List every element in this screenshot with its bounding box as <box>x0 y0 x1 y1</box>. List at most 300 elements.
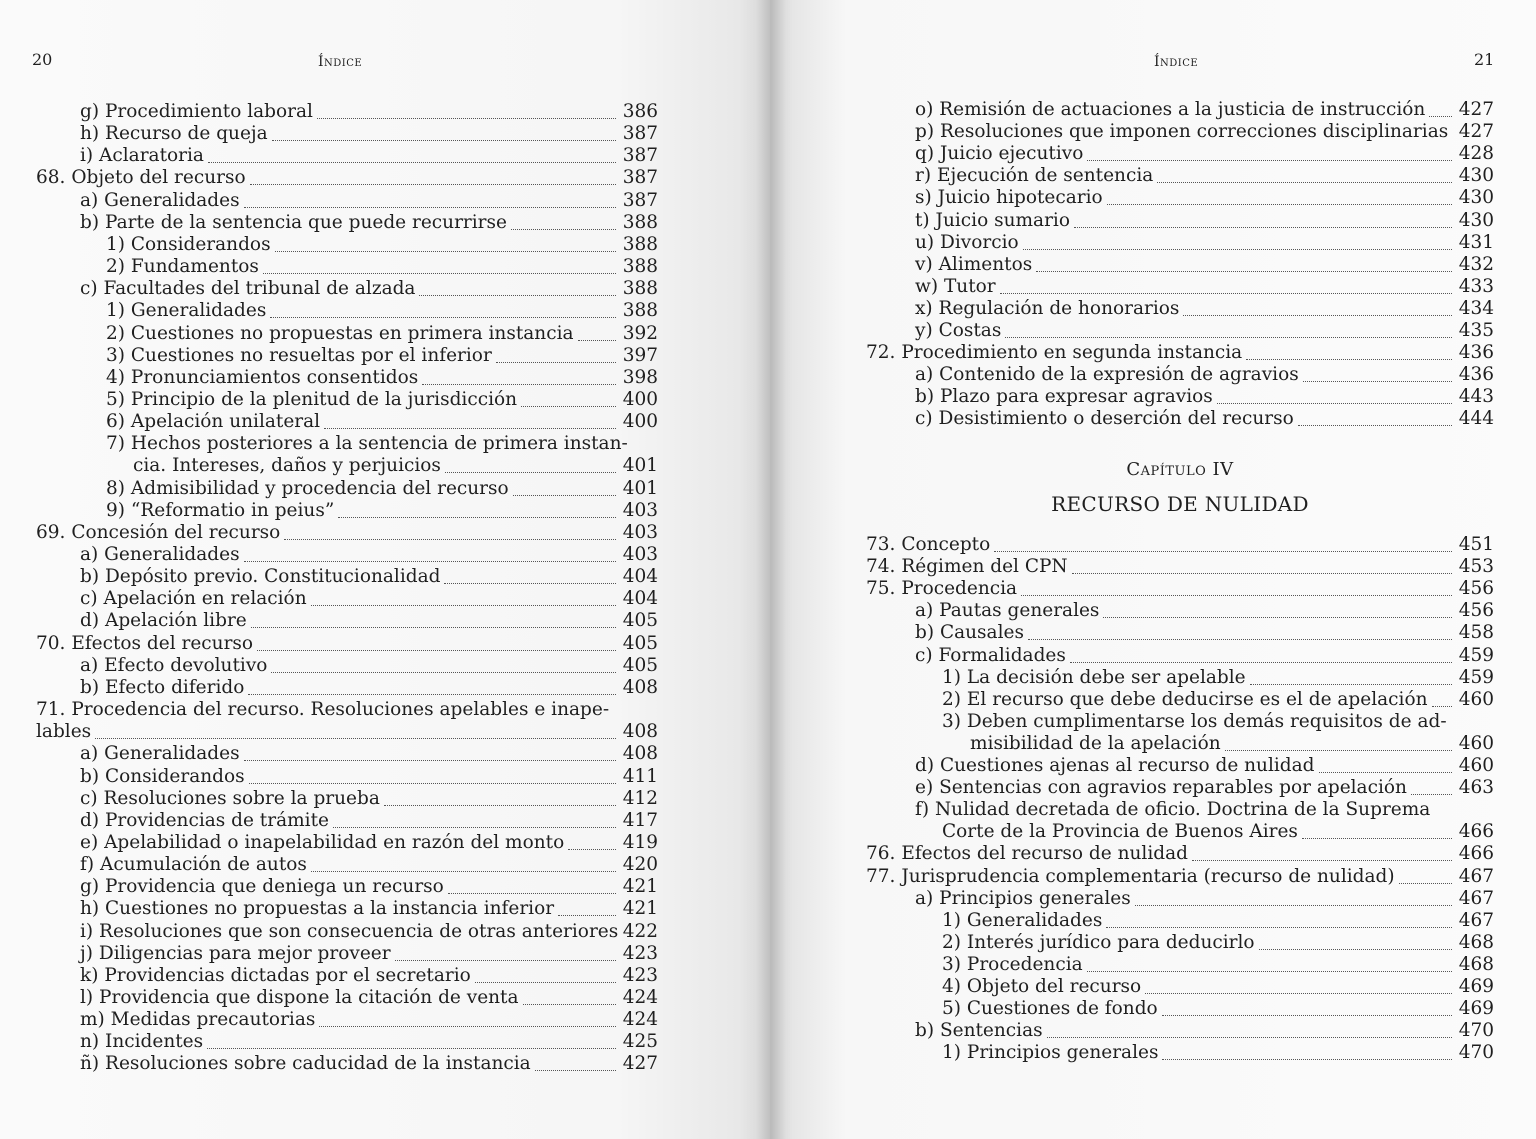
toc-entry <box>866 799 1494 821</box>
toc-entry-title: Cuestiones ajenas al recurso de nulidad <box>939 755 1315 776</box>
toc-entry-title: Tutor <box>943 275 996 297</box>
dot-leader <box>1107 203 1452 205</box>
toc-entry-text <box>915 777 1407 799</box>
toc-entry-text <box>106 411 320 433</box>
toc-entry-marker: 76. <box>866 843 896 865</box>
toc-entry-title: Costas <box>938 320 1002 341</box>
toc-entry-page: 460 <box>1458 755 1494 776</box>
toc-entry-page: 430 <box>1458 209 1494 231</box>
dot-leader <box>1145 992 1452 994</box>
toc-entry-text <box>942 1042 1158 1064</box>
toc-entry-title: Pronunciamientos consentidos <box>130 366 419 388</box>
toc-entry-marker: a) <box>915 600 934 622</box>
dot-leader <box>535 1069 616 1071</box>
toc-entry <box>36 455 658 477</box>
toc-entry-title: Efecto devolutivo <box>104 654 268 676</box>
toc-entry <box>866 600 1494 622</box>
toc-entry-text <box>106 345 492 367</box>
toc-entry <box>36 101 658 123</box>
toc-entry-title: Procedimiento en segunda instancia <box>901 342 1243 364</box>
dot-leader <box>1103 616 1452 618</box>
dot-leader <box>270 316 616 318</box>
toc-entry-marker: 1) <box>942 666 961 688</box>
toc-entry-marker: b) <box>915 386 935 408</box>
dot-leader <box>1087 970 1452 972</box>
toc-entry-text <box>36 699 609 721</box>
dot-leader <box>1429 115 1452 117</box>
toc-entry-text <box>106 256 259 278</box>
toc-entry-title: Fundamentos <box>130 256 259 278</box>
toc-entry-marker: d) <box>80 809 100 831</box>
toc-entry-page: 434 <box>1458 297 1494 319</box>
toc-entry-page: 388 <box>622 211 658 233</box>
toc-entry <box>866 210 1494 232</box>
toc-entry-page: 403 <box>622 544 658 565</box>
toc-entry-title: Jurisprudencia complementaria (recurso de nulidad) <box>901 865 1395 887</box>
toc-entry-page: 388 <box>622 233 658 255</box>
toc-entry-marker: b) <box>915 1020 935 1042</box>
toc-entry-text <box>80 876 444 898</box>
dot-leader <box>1432 705 1453 707</box>
dot-leader <box>558 914 616 916</box>
book-gutter-shadow <box>756 0 786 1139</box>
toc-entry-title: Juicio sumario <box>935 209 1070 231</box>
dot-leader <box>263 272 616 274</box>
toc-entry-page: 463 <box>1458 777 1494 799</box>
toc-entry <box>36 345 658 367</box>
toc-entry-title: Corte de la Provincia de Buenos Aires <box>942 821 1298 843</box>
dot-leader <box>317 117 616 119</box>
dot-leader <box>250 183 616 185</box>
dot-leader <box>1259 948 1452 950</box>
dot-leader <box>568 848 616 850</box>
toc-entry-page: 388 <box>622 300 658 322</box>
toc-entry-title: Depósito previo. Constitucionalidad <box>104 566 441 588</box>
dot-leader <box>338 516 616 518</box>
toc-entry-text <box>866 866 1395 888</box>
dot-leader <box>257 649 616 651</box>
toc-entry-marker: 8) <box>106 477 125 499</box>
toc-entry-title: Procedencia <box>966 953 1083 975</box>
toc-entry-page: 469 <box>1458 976 1494 997</box>
dot-leader <box>513 494 616 496</box>
toc-entry-title: Régimen del CPN <box>901 556 1068 578</box>
toc-entry-marker: 2) <box>942 688 961 710</box>
dot-leader <box>1028 638 1452 640</box>
toc-entry <box>36 145 658 167</box>
toc-entry-text <box>80 854 307 876</box>
toc-entry-title: Medidas precautorias <box>110 1009 316 1031</box>
toc-entry-text <box>106 433 628 455</box>
toc-entry-text <box>106 500 334 522</box>
toc-entry-title: Admisibilidad y procedencia del recurso <box>130 477 509 499</box>
toc-entry <box>36 965 658 987</box>
page-number: 21 <box>1474 50 1495 69</box>
toc-entry-page: 435 <box>1458 320 1494 341</box>
toc-entry-text <box>915 276 996 298</box>
dot-leader <box>272 139 616 141</box>
toc-entry <box>866 755 1494 777</box>
toc-entry-title: Concesión del recurso <box>71 521 281 543</box>
toc-entry-title: Considerandos <box>104 765 245 787</box>
dot-leader <box>444 582 616 584</box>
toc-entry-page: 386 <box>622 101 658 122</box>
toc-entry-page: 405 <box>622 654 658 676</box>
toc-entry <box>36 810 658 832</box>
toc-entry-page: 443 <box>1458 386 1494 408</box>
toc-entry-page: 412 <box>622 787 658 809</box>
toc-entry <box>866 534 1494 556</box>
toc-entry-page: 403 <box>622 499 658 521</box>
toc-entry-text <box>915 143 1083 165</box>
toc-entry <box>36 721 658 743</box>
toc-entry <box>866 254 1494 276</box>
toc-entry-title: Objeto del recurso <box>966 976 1142 997</box>
toc-entry-text <box>915 298 1179 320</box>
toc-entry-page: 401 <box>622 455 658 477</box>
toc-entry <box>36 677 658 699</box>
dot-leader <box>1005 336 1452 338</box>
toc-entry-title: Incidentes <box>105 1031 204 1053</box>
toc-entry-marker: c) <box>80 278 98 300</box>
toc-entry <box>36 921 658 943</box>
dot-leader <box>284 538 616 540</box>
toc-entry-marker: g) <box>80 876 100 898</box>
toc-entry <box>866 645 1494 667</box>
toc-entry <box>866 320 1494 342</box>
toc-entry-text <box>915 210 1070 232</box>
toc-entry <box>36 854 658 876</box>
toc-entry-marker: 77. <box>866 865 896 887</box>
toc-entry <box>36 943 658 965</box>
toc-entry-page: 427 <box>1458 121 1494 143</box>
toc-entry <box>866 298 1494 320</box>
toc-entry-page: 392 <box>622 322 658 344</box>
toc-entry-title: Generalidades <box>130 300 267 322</box>
toc-entry-page: 387 <box>622 123 658 145</box>
dot-leader <box>523 1003 616 1005</box>
toc-entry-title: Apelación libre <box>104 610 247 632</box>
toc-entry <box>866 866 1494 888</box>
toc-entry-page: 422 <box>622 920 658 942</box>
toc-entry-text <box>80 190 240 212</box>
toc-entry <box>866 1020 1494 1042</box>
toc-entry-text <box>915 165 1153 187</box>
dot-leader <box>419 294 616 296</box>
dot-leader <box>271 671 616 673</box>
toc-entry-text <box>915 799 1430 821</box>
toc-entry <box>866 99 1494 121</box>
toc-entry-page: 430 <box>1458 187 1494 209</box>
toc-entry-marker: g) <box>80 101 100 122</box>
dot-leader <box>422 383 616 385</box>
toc-entry <box>36 234 658 256</box>
toc-entry-marker: 71. <box>36 699 66 721</box>
toc-entry-page: 467 <box>1458 909 1494 931</box>
toc-entry-title: La decisión debe ser apelable <box>966 666 1246 688</box>
toc-entry-marker: a) <box>80 189 99 211</box>
toc-entry <box>866 711 1494 733</box>
toc-entry-page: 444 <box>1458 408 1494 430</box>
toc-entry-title: Generalidades <box>104 544 240 565</box>
toc-entry-text <box>80 810 329 832</box>
toc-entry-title: Generalidades <box>104 743 240 765</box>
toc-entry-page: 388 <box>622 278 658 300</box>
toc-entry-page: 404 <box>622 588 658 610</box>
toc-entry-marker: 69. <box>36 521 66 543</box>
toc-entry-marker: b) <box>80 566 100 588</box>
toc-entry <box>36 876 658 898</box>
toc-entry-text <box>80 544 240 566</box>
toc-entry-title: Deben cumplimentarse los demás requisitos de ad- <box>966 710 1447 732</box>
toc-entry <box>866 121 1494 143</box>
toc-entry-text <box>106 367 418 389</box>
toc-entry-page: 428 <box>1458 143 1494 165</box>
toc-entry-text <box>106 234 271 256</box>
toc-entry-text <box>915 645 1066 667</box>
dot-leader <box>1074 226 1452 228</box>
toc-entry-title: Remisión de actuaciones a la justicia de instrucción <box>939 99 1426 120</box>
dot-leader <box>1302 837 1452 839</box>
toc-entry-text <box>942 711 1447 733</box>
dot-leader <box>1072 572 1452 574</box>
toc-entry-marker: c) <box>915 644 933 666</box>
toc-entry-marker: 3) <box>942 710 961 732</box>
toc-entry-page: 468 <box>1458 931 1494 953</box>
page-number: 20 <box>32 50 53 69</box>
toc-entry-text <box>106 323 574 345</box>
toc-entry-page: 430 <box>1458 165 1494 187</box>
dot-leader <box>1036 270 1452 272</box>
toc-entry <box>36 588 658 610</box>
toc-entry-text <box>80 566 440 588</box>
toc-entry-text <box>915 254 1032 276</box>
toc-entry <box>866 187 1494 209</box>
toc-entry-page: 420 <box>622 854 658 876</box>
toc-entry-marker: h) <box>80 123 100 145</box>
dot-leader <box>384 804 616 806</box>
toc-entry-title: Considerandos <box>130 233 271 255</box>
toc-entry-marker: 2) <box>106 322 125 344</box>
toc-entry-title: Principios generales <box>939 887 1131 909</box>
toc-entry-text <box>942 821 1298 843</box>
toc-entry-title: Sentencias <box>939 1020 1043 1042</box>
toc-entry-title: Formalidades <box>938 644 1066 666</box>
toc-entry-title: Aclaratoria <box>99 145 204 167</box>
toc-entry-page: 405 <box>622 610 658 632</box>
toc-entry-page: 397 <box>622 344 658 366</box>
toc-entry-text <box>133 455 441 477</box>
dot-leader <box>333 826 616 828</box>
dot-leader <box>994 550 1452 552</box>
toc-entry-text <box>80 610 247 632</box>
toc-entry-title: Regulación de honorarios <box>938 297 1180 319</box>
toc-entry-marker: a) <box>80 544 99 565</box>
toc-entry-marker: ñ) <box>80 1053 100 1075</box>
dot-leader <box>1303 380 1452 382</box>
toc-entry-text <box>915 232 1019 254</box>
toc-entry-marker: 5) <box>942 998 961 1020</box>
toc-entry-text <box>106 478 509 500</box>
toc-entry <box>36 522 658 544</box>
toc-entry-marker: n) <box>80 1031 100 1053</box>
toc-entry-page: 408 <box>622 721 658 743</box>
toc-entry-marker: 75. <box>866 578 896 600</box>
toc-entry-marker: 5) <box>106 388 125 410</box>
toc-entry-marker: 73. <box>866 534 896 555</box>
toc-entry <box>36 1009 658 1031</box>
toc-entry-page: 404 <box>622 566 658 588</box>
toc-entry-page: 405 <box>622 632 658 654</box>
toc-entry <box>36 655 658 677</box>
running-head: Índice <box>1154 54 1199 70</box>
toc-entry <box>36 300 658 322</box>
toc-entry-marker: e) <box>915 777 934 799</box>
toc-entry-text <box>866 534 990 556</box>
toc-entry-page: 401 <box>622 477 658 499</box>
toc-entry-text <box>80 943 391 965</box>
toc-entry-text <box>36 633 253 655</box>
toc-entry-text <box>915 888 1131 910</box>
toc-entry-page: 387 <box>622 145 658 167</box>
toc-entry-marker: b) <box>80 676 100 698</box>
toc-entry-title: cia. Intereses, daños y perjuicios <box>133 455 441 477</box>
toc-entry-marker: b) <box>80 211 100 233</box>
toc-entry-title: Efecto diferido <box>104 676 245 698</box>
toc-entry-marker: i) <box>80 920 94 942</box>
toc-entry <box>866 232 1494 254</box>
toc-entry-text <box>106 300 266 322</box>
toc-entry-page: 451 <box>1458 534 1494 555</box>
dot-leader <box>1070 661 1452 663</box>
toc-entry-page: 470 <box>1458 1042 1494 1064</box>
toc-entry-text <box>942 667 1246 689</box>
toc-entry-title: Resoluciones sobre caducidad de la instancia <box>105 1053 531 1075</box>
toc-entry-title: Providencias de trámite <box>104 809 329 831</box>
toc-entry-page: 468 <box>1458 953 1494 975</box>
toc-entry-text <box>970 733 1221 755</box>
toc-entry-marker: h) <box>80 898 100 920</box>
toc-entry <box>36 389 658 411</box>
dot-leader <box>1000 292 1452 294</box>
toc-entry-page: 470 <box>1458 1020 1494 1042</box>
toc-entry-marker: 1) <box>942 909 961 931</box>
toc-entry-text <box>80 145 204 167</box>
toc-entry-marker: s) <box>915 187 932 209</box>
toc-entry <box>866 843 1494 865</box>
toc-entry-text <box>915 121 1448 143</box>
dot-leader <box>1047 1036 1452 1038</box>
toc-entry-title: Plazo para expresar agravios <box>939 386 1213 408</box>
toc-entry-page: 421 <box>622 898 658 920</box>
toc-entry <box>866 364 1494 386</box>
toc-entry-text <box>866 843 1188 865</box>
toc-entry-title: Providencias dictadas por el secretario <box>104 964 471 986</box>
toc-entry-title: Desistimiento o deserción del recurso <box>938 408 1294 430</box>
toc-entry-text <box>915 755 1315 777</box>
toc-entry-title: Principios generales <box>966 1042 1159 1064</box>
dot-leader <box>1399 882 1452 884</box>
toc-entry-marker: d) <box>915 755 935 776</box>
toc-entry-page: 419 <box>622 831 658 853</box>
toc-entry-title: Hechos posteriores a la sentencia de primera instan- <box>130 433 628 455</box>
toc-entry-text <box>80 278 415 300</box>
toc-entry <box>36 367 658 389</box>
toc-entry-title: Efectos del recurso <box>71 632 254 654</box>
toc-entry-text <box>106 389 517 411</box>
toc-entry-title: Cuestiones de fondo <box>966 998 1158 1020</box>
toc-entry-page: 431 <box>1458 231 1494 253</box>
toc-entry-page: 408 <box>622 743 658 765</box>
toc-entry <box>866 733 1494 755</box>
chapter-title: RECURSO DE NULIDAD <box>1051 492 1309 516</box>
toc-entry-marker: 4) <box>942 976 961 997</box>
toc-entry <box>36 699 658 721</box>
toc-entry-title: Apelabilidad o inapelabilidad en razón del monto <box>104 831 565 853</box>
toc-entry-marker: f) <box>915 799 930 821</box>
dot-leader <box>1250 683 1452 685</box>
toc-entry <box>866 276 1494 298</box>
toc-entry-marker: 9) <box>106 499 125 521</box>
toc-entry-page: 458 <box>1458 622 1494 644</box>
toc-entry-marker: a) <box>915 887 934 909</box>
toc-entry-text <box>942 954 1083 976</box>
toc-entry-text <box>80 743 240 765</box>
toc-entry-text <box>80 1031 203 1053</box>
toc-entry <box>36 987 658 1009</box>
toc-entry-page: 423 <box>622 942 658 964</box>
toc-entry <box>36 278 658 300</box>
toc-entry-text <box>915 320 1001 342</box>
toc-entry-marker: 72. <box>866 342 896 364</box>
toc-entry-marker: r) <box>915 165 932 187</box>
toc-entry <box>866 1042 1494 1064</box>
toc-entry <box>36 212 658 234</box>
toc-entry <box>866 932 1494 954</box>
toc-entry-page: 425 <box>622 1031 658 1053</box>
toc-entry <box>36 123 658 145</box>
toc-entry <box>866 386 1494 408</box>
toc-entry-page: 417 <box>622 809 658 831</box>
toc-entry-marker: k) <box>80 964 99 986</box>
toc-entry-text <box>915 408 1294 430</box>
toc-entry-text <box>36 522 280 544</box>
toc-entry-marker: 2) <box>942 931 961 953</box>
toc-entry-page: 456 <box>1458 600 1494 622</box>
dot-leader <box>251 626 616 628</box>
toc-entry-page: 403 <box>622 521 658 543</box>
toc-entry-marker: b) <box>80 765 100 787</box>
dot-leader <box>1021 594 1452 596</box>
toc-entry-page: 466 <box>1458 843 1494 865</box>
toc-entry <box>36 832 658 854</box>
toc-entry-marker: 3) <box>106 344 125 366</box>
toc-entry-page: 398 <box>622 366 658 388</box>
dot-leader <box>244 560 616 562</box>
toc-entry-title: Resoluciones que imponen correcciones disciplinarias <box>939 121 1449 143</box>
toc-entry <box>36 544 658 566</box>
toc-entry <box>866 342 1494 364</box>
dot-leader <box>208 161 616 163</box>
toc-entry-text <box>80 788 380 810</box>
toc-entry-page: 427 <box>1458 99 1494 120</box>
toc-entry-marker: 7) <box>106 433 125 455</box>
toc-entry-title: Cuestiones no propuestas a la instancia inferior <box>105 898 555 920</box>
dot-leader <box>311 870 616 872</box>
toc-entry-title: Contenido de la expresión de agravios <box>939 364 1299 386</box>
toc-entry-title: misibilidad de la apelación <box>970 732 1221 754</box>
toc-entry-title: Acumulación de autos <box>99 854 307 876</box>
